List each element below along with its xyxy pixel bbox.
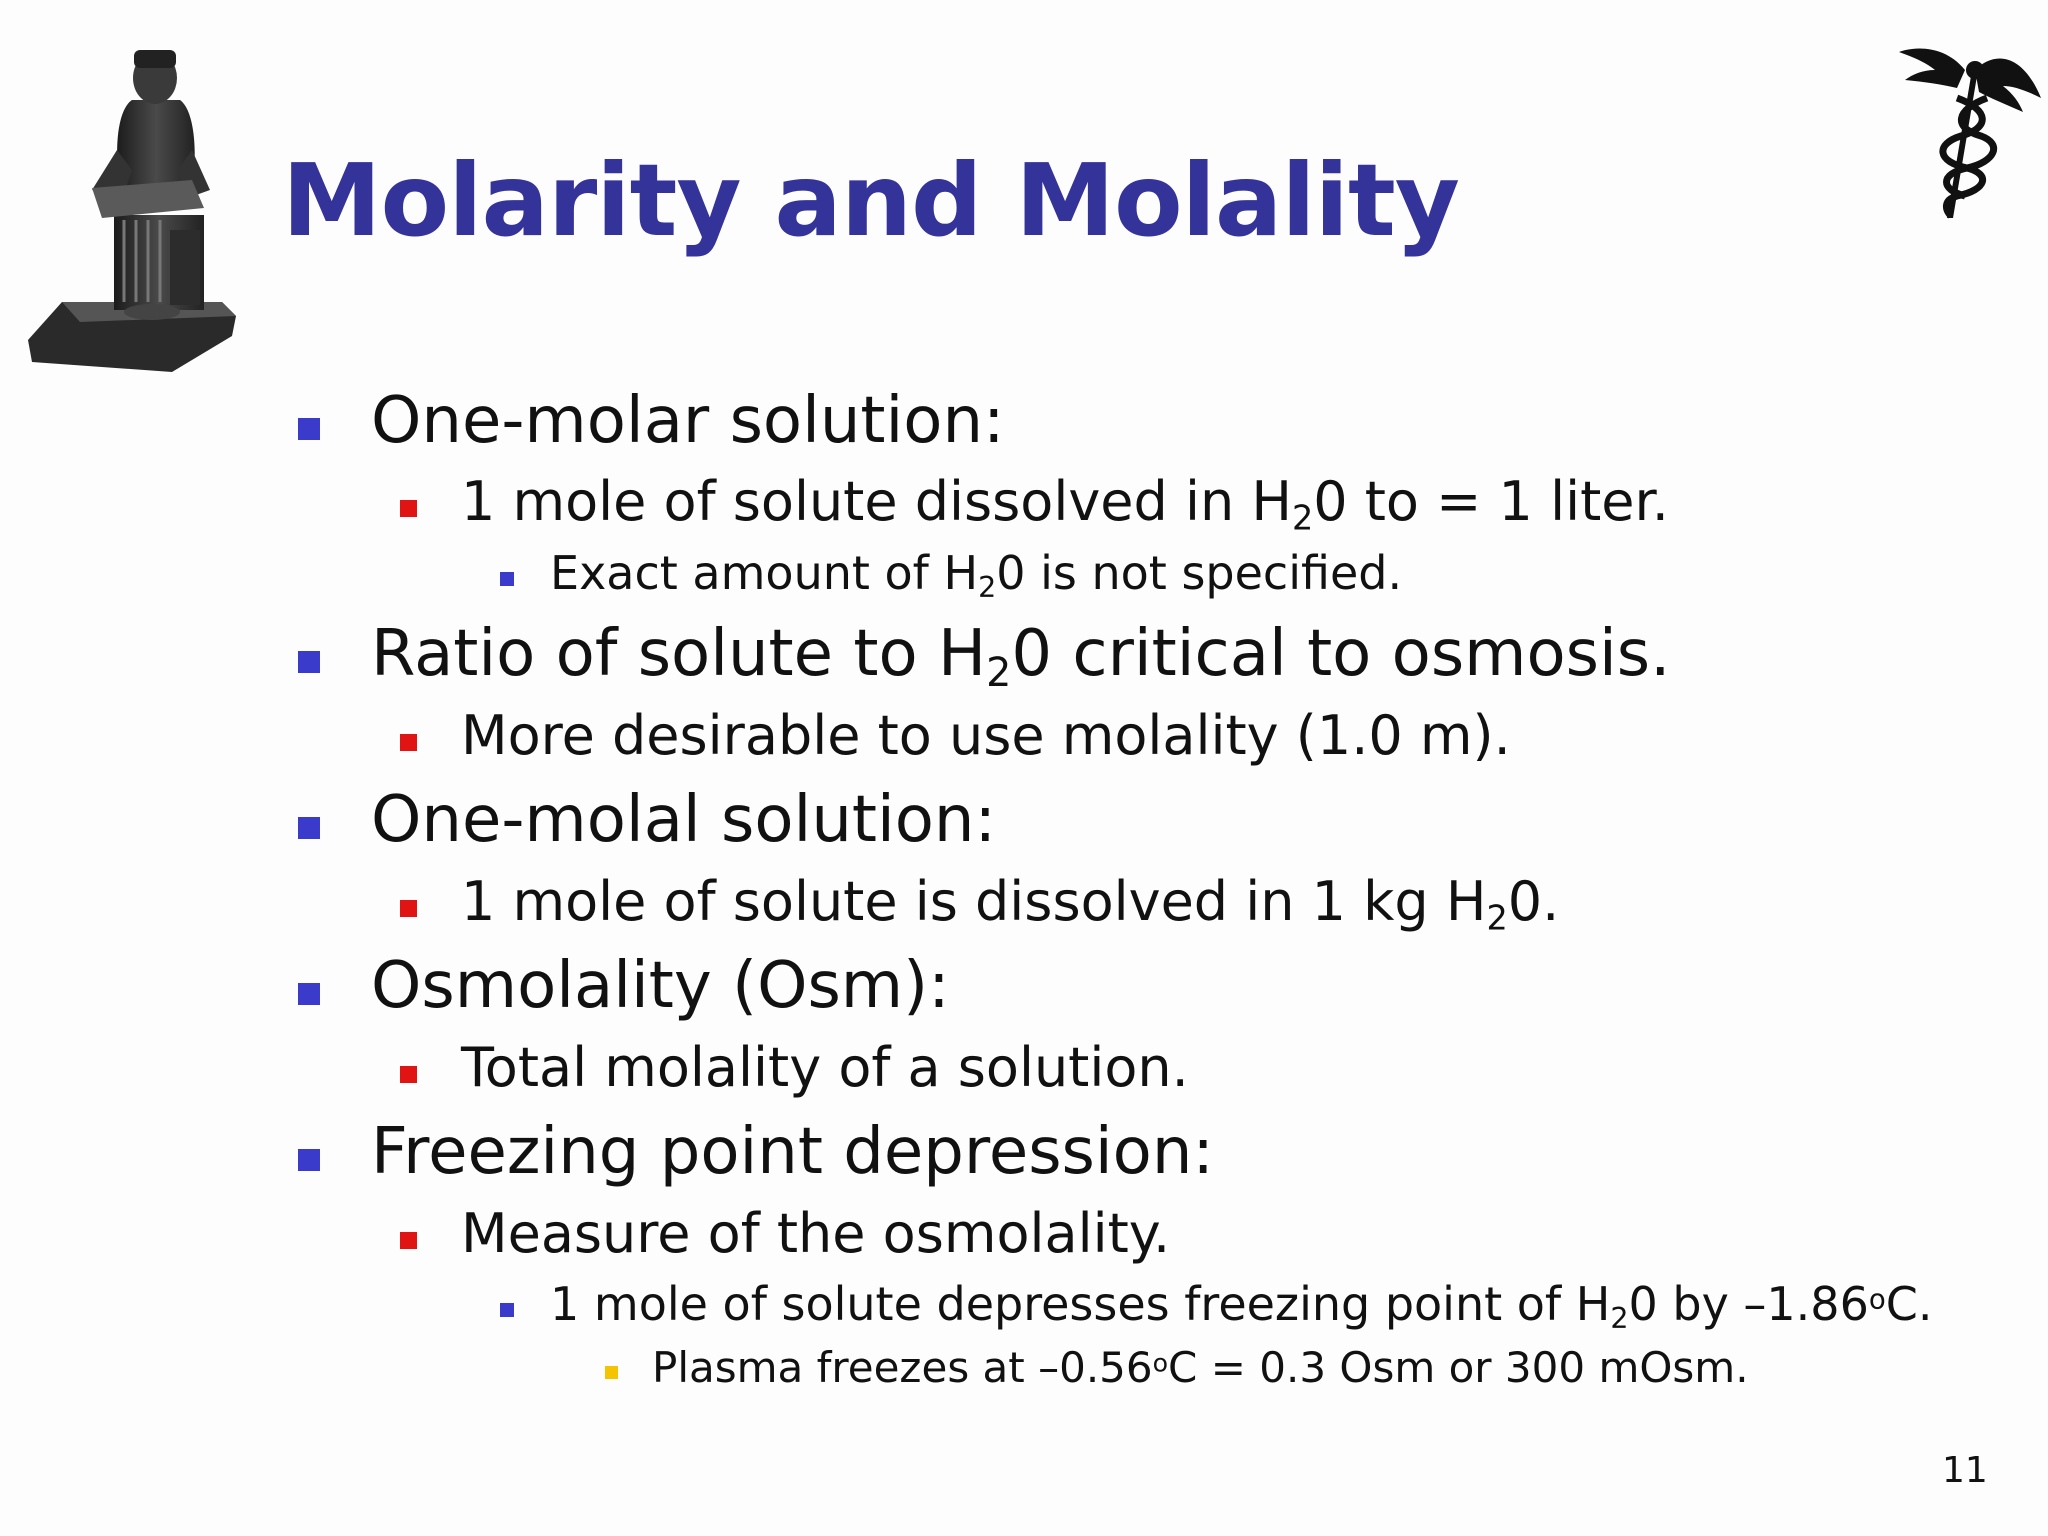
list-item	[652, 1343, 1749, 1392]
superscript: o	[1868, 1282, 1886, 1316]
list-item	[550, 1277, 1933, 1335]
superscript: o	[1152, 1348, 1169, 1378]
item-text: One-molar solution:	[371, 384, 1005, 458]
item-text: 0.	[1507, 870, 1560, 933]
bullet-square-icon	[400, 1232, 417, 1249]
page-number: 11	[1942, 1450, 1988, 1491]
list-item	[371, 783, 996, 857]
list-item	[550, 546, 1403, 604]
item-text: 1 mole of solute is dissolved in 1 kg H	[461, 870, 1487, 933]
item-text: Ratio of solute to H	[371, 617, 987, 691]
item-text: Total molality of a solution.	[461, 1036, 1189, 1099]
seated-scribe-statue-image	[22, 40, 242, 380]
list-item	[371, 384, 1005, 458]
item-text: Plasma freezes at –0.56	[652, 1343, 1153, 1392]
item-text: 0 critical to osmosis.	[1011, 617, 1671, 691]
item-text: Freezing point depression:	[371, 1115, 1214, 1189]
bullet-square-icon	[298, 983, 320, 1005]
item-text: Exact amount of H	[550, 546, 979, 600]
bullet-square-icon	[298, 651, 320, 673]
item-text: Osmolality (Osm):	[371, 949, 950, 1023]
item-text: 0 by –1.86	[1628, 1277, 1869, 1331]
bullet-square-icon	[400, 1066, 417, 1083]
bullet-square-icon	[298, 1149, 320, 1171]
item-text: Measure of the osmolality.	[461, 1202, 1171, 1265]
item-text: 0 to = 1 liter.	[1313, 470, 1669, 533]
list-item	[461, 470, 1669, 538]
item-text: One-molal solution:	[371, 783, 997, 857]
item-text: More desirable to use molality (1.0 m).	[461, 704, 1511, 767]
caduceus-icon	[1895, 40, 2045, 225]
bullet-square-icon	[298, 817, 320, 839]
item-text: C.	[1885, 1277, 1933, 1331]
slide-title: Molarity and Molality	[282, 142, 1459, 259]
bullet-square-icon	[400, 900, 417, 917]
bullet-square-icon	[500, 1303, 514, 1317]
bullet-square-icon	[605, 1366, 618, 1379]
subscript: 2	[986, 650, 1012, 697]
subscript: 2	[1610, 1301, 1629, 1335]
list-item	[461, 1202, 1170, 1265]
bullet-square-icon	[298, 418, 320, 440]
subscript: 2	[1291, 498, 1314, 538]
list-item	[371, 617, 1671, 697]
bullet-square-icon	[400, 500, 417, 517]
subscript: 2	[1486, 898, 1508, 938]
list-item	[461, 704, 1511, 767]
subscript: 2	[978, 570, 997, 604]
item-text: 0 is not specified.	[996, 546, 1403, 600]
item-text: 1 mole of solute dissolved in H	[461, 470, 1292, 533]
list-item	[461, 1036, 1189, 1099]
bullet-square-icon	[500, 572, 514, 586]
bullet-square-icon	[400, 734, 417, 751]
list-item	[371, 949, 950, 1023]
list-item	[371, 1115, 1214, 1189]
item-text: C = 0.3 Osm or 300 mOsm.	[1168, 1343, 1749, 1392]
list-item	[461, 870, 1560, 938]
item-text: 1 mole of solute depresses freezing point of H	[550, 1277, 1611, 1331]
